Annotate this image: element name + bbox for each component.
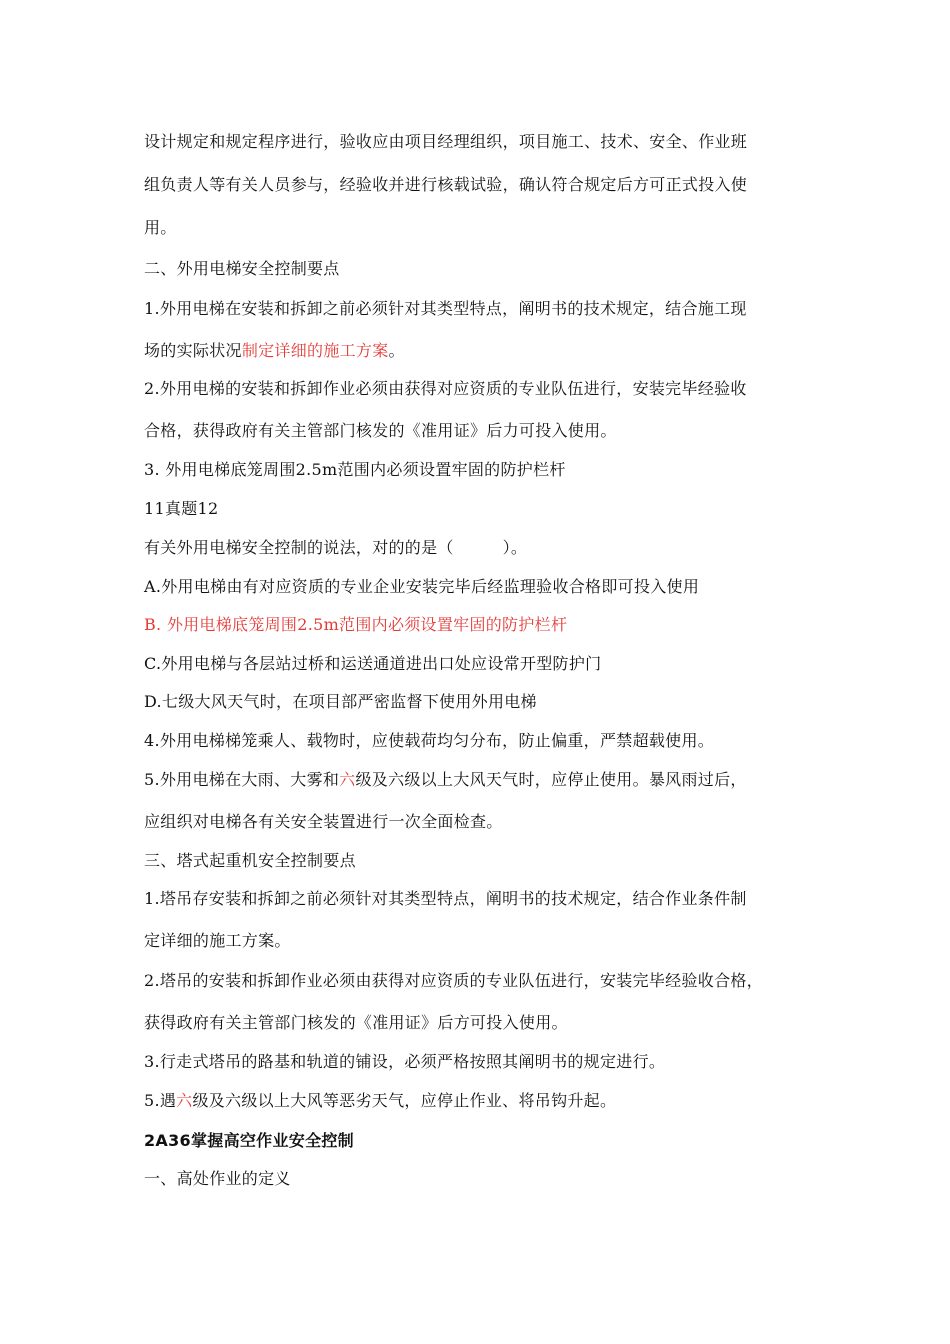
option-a: A.外用电梯由有对应资质的专业企业安装完毕后经监理验收合格即可投入使用 xyxy=(144,577,700,596)
paragraph-line: 组负责人等有关人员参与，经验收并进行核载试验，确认符合规定后方可正式投入使 xyxy=(144,175,748,194)
section-heading-tower-crane: 三、塔式起重机安全控制要点 xyxy=(144,851,356,870)
paragraph-line: 设计规定和规定程序进行，验收应由项目经理组织，项目施工、技术、安全、作业班 xyxy=(144,132,748,151)
text-run: 级及六级以上大风天气时，应停止使用。暴风雨过后， xyxy=(355,770,747,789)
paragraph-line: 用。 xyxy=(144,218,177,237)
paragraph-line: 2.塔吊的安装和拆卸作业必须由获得对应资质的专业队伍进行，安装完毕经验收合格， xyxy=(144,971,763,990)
paragraph-line xyxy=(144,340,405,362)
chapter-heading: 2A36掌握高空作业安全控制 xyxy=(144,1131,354,1150)
text-run: 。 xyxy=(388,341,405,360)
paragraph-line: 2.外用电梯的安装和拆卸作业必须由获得对应资质的专业队伍进行，安装完毕经验收 xyxy=(144,379,747,398)
text-run: 5.遇 xyxy=(144,1091,177,1110)
paragraph-line xyxy=(144,1090,616,1112)
option-b-answer: B. 外用电梯底笼周围2.5m范围内必须设置牢固的防护栏杆 xyxy=(144,615,568,634)
paragraph-line: 3. 外用电梯底笼周围2.5m范围内必须设置牢固的防护栏杆 xyxy=(144,460,566,479)
exam-question-label: 11真题12 xyxy=(144,499,219,518)
highlighted-text: 六 xyxy=(176,1091,193,1110)
paragraph-line xyxy=(144,769,747,791)
paragraph-line: 3.行走式塔吊的路基和轨道的铺设，必须严格按照其阐明书的规定进行。 xyxy=(144,1052,666,1071)
text-run: 级及六级以上大风等恶劣天气，应停止作业、将吊钩升起。 xyxy=(192,1091,617,1110)
section-heading-elevator: 二、外用电梯安全控制要点 xyxy=(144,259,340,278)
highlighted-text: 制定详细的施工方案 xyxy=(241,341,389,360)
section-heading-definition: 一、高处作业的定义 xyxy=(144,1169,291,1188)
highlighted-text: 六 xyxy=(339,770,356,789)
paragraph-line: 应组织对电梯各有关安全装置进行一次全面检查。 xyxy=(144,812,503,831)
option-d: D.七级大风天气时，在项目部严密监督下使用外用电梯 xyxy=(144,692,537,711)
text-run: 场的实际状况 xyxy=(144,341,242,360)
option-c: C.外用电梯与各层站过桥和运送通道进出口处应设常开型防护门 xyxy=(144,654,602,673)
paragraph-line: 合格，获得政府有关主管部门核发的《准用证》后力可投入使用。 xyxy=(144,421,617,440)
paragraph-line: 4.外用电梯梯笼乘人、载物时，应使载荷均匀分布，防止偏重，严禁超载使用。 xyxy=(144,731,715,750)
paragraph-line: 1.外用电梯在安装和拆卸之前必须针对其类型特点，阐明书的技术规定，结合施工现 xyxy=(144,299,747,318)
question-stem: 有关外用电梯安全控制的说法，对的的是（ ）。 xyxy=(144,538,528,557)
text-run: 5.外用电梯在大雨、大雾和 xyxy=(144,770,340,789)
paragraph-line: 1.塔吊存安装和拆卸之前必须针对其类型特点，阐明书的技术规定，结合作业条件制 xyxy=(144,889,747,908)
paragraph-line: 获得政府有关主管部门核发的《准用证》后方可投入使用。 xyxy=(144,1013,568,1032)
paragraph-line: 定详细的施工方案。 xyxy=(144,931,291,950)
